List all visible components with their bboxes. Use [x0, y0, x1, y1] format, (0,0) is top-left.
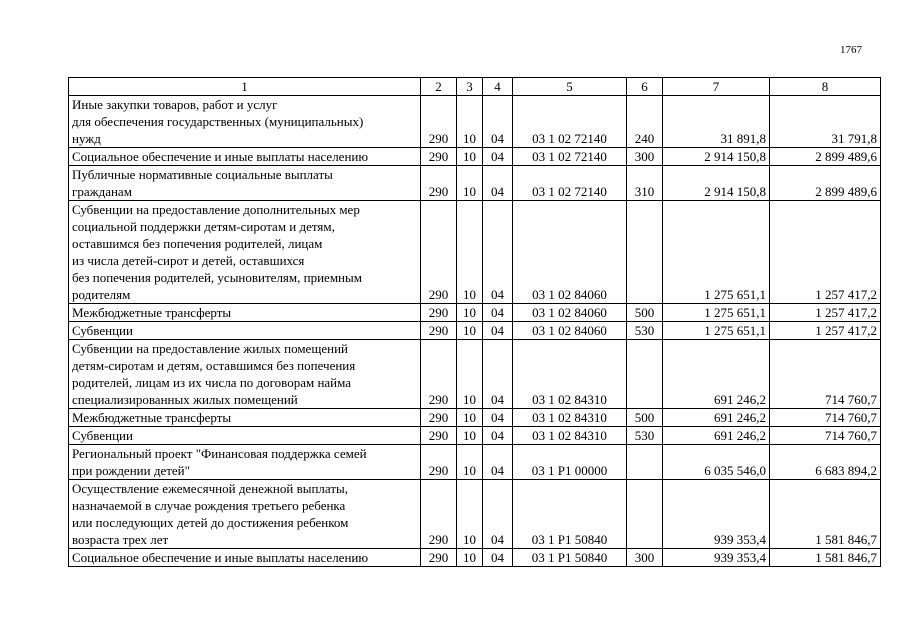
- row-target-article-cell: 03 1 02 84310: [513, 427, 627, 445]
- row-name-cell: Региональный проект "Финансовая поддержка семей при рождении детей": [69, 445, 421, 480]
- row-subsection-cell: 04: [483, 148, 513, 166]
- row-subsection-cell: 04: [483, 96, 513, 148]
- row-subsection-cell: 04: [483, 304, 513, 322]
- row-name-cell: Осуществление ежемесячной денежной выплаты, назначаемой в случае рождения третьего ребенка или последующих детей до достижения ребенком возраста трех лет: [69, 480, 421, 549]
- row-code-cell: 290: [421, 304, 457, 322]
- header-cell: 8: [770, 78, 881, 96]
- row-amount-cell: 2 914 150,8: [663, 148, 770, 166]
- row-name-cell: Социальное обеспечение и иные выплаты населению: [69, 148, 421, 166]
- header-cell: 2: [421, 78, 457, 96]
- row-subsection-cell: 04: [483, 549, 513, 567]
- row-amount-cell: 691 246,2: [663, 409, 770, 427]
- row-amount-cell: 1 275 651,1: [663, 322, 770, 340]
- row-name-cell: Межбюджетные трансферты: [69, 409, 421, 427]
- table-row: [69, 96, 881, 148]
- row-code-cell: 290: [421, 340, 457, 409]
- row-amount-cell: 6 035 546,0: [663, 445, 770, 480]
- row-code-cell: 290: [421, 201, 457, 304]
- row-code-cell: 290: [421, 148, 457, 166]
- row-amount-cell: 714 760,7: [770, 340, 881, 409]
- table-row: [69, 340, 881, 409]
- header-cell: 1: [69, 78, 421, 96]
- row-target-article-cell: 03 1 02 84060: [513, 201, 627, 304]
- row-section-cell: 10: [457, 549, 483, 567]
- row-subsection-cell: 04: [483, 427, 513, 445]
- table-row: [69, 480, 881, 549]
- budget-table: [68, 77, 881, 567]
- row-name-cell: Публичные нормативные социальные выплаты гражданам: [69, 166, 421, 201]
- row-amount-cell: 6 683 894,2: [770, 445, 881, 480]
- row-expense-type-cell: 240: [627, 96, 663, 148]
- row-expense-type-cell: [627, 201, 663, 304]
- row-amount-cell: 939 353,4: [663, 549, 770, 567]
- row-section-cell: 10: [457, 166, 483, 201]
- row-code-cell: 290: [421, 480, 457, 549]
- row-name-cell: Иные закупки товаров, работ и услуг для обеспечения государственных (муниципальных) нужд: [69, 96, 421, 148]
- row-section-cell: 10: [457, 427, 483, 445]
- row-amount-cell: 2 914 150,8: [663, 166, 770, 201]
- row-section-cell: 10: [457, 340, 483, 409]
- table-row: [69, 148, 881, 166]
- row-code-cell: 290: [421, 409, 457, 427]
- row-name-cell: Социальное обеспечение и иные выплаты населению: [69, 549, 421, 567]
- row-amount-cell: 31 891,8: [663, 96, 770, 148]
- row-subsection-cell: 04: [483, 340, 513, 409]
- row-code-cell: 290: [421, 445, 457, 480]
- header-row: [69, 78, 881, 96]
- row-amount-cell: 1 581 846,7: [770, 480, 881, 549]
- row-code-cell: 290: [421, 166, 457, 201]
- row-section-cell: 10: [457, 480, 483, 549]
- header-cell: 7: [663, 78, 770, 96]
- row-target-article-cell: 03 1 02 72140: [513, 96, 627, 148]
- row-amount-cell: 1 275 651,1: [663, 201, 770, 304]
- row-section-cell: 10: [457, 96, 483, 148]
- row-expense-type-cell: [627, 480, 663, 549]
- header-cell: 5: [513, 78, 627, 96]
- row-subsection-cell: 04: [483, 409, 513, 427]
- row-amount-cell: 691 246,2: [663, 427, 770, 445]
- row-amount-cell: 1 275 651,1: [663, 304, 770, 322]
- row-expense-type-cell: 300: [627, 148, 663, 166]
- table-row: [69, 409, 881, 427]
- row-amount-cell: 1 257 417,2: [770, 322, 881, 340]
- row-target-article-cell: 03 1 P1 50840: [513, 480, 627, 549]
- table-row: [69, 427, 881, 445]
- row-expense-type-cell: [627, 445, 663, 480]
- row-name-cell: Субвенции: [69, 322, 421, 340]
- row-section-cell: 10: [457, 201, 483, 304]
- table-row: [69, 166, 881, 201]
- row-target-article-cell: 03 1 02 84060: [513, 304, 627, 322]
- row-amount-cell: 2 899 489,6: [770, 148, 881, 166]
- row-target-article-cell: 03 1 02 84310: [513, 340, 627, 409]
- row-amount-cell: 691 246,2: [663, 340, 770, 409]
- row-amount-cell: 1 257 417,2: [770, 304, 881, 322]
- header-cell: 4: [483, 78, 513, 96]
- row-name-cell: Субвенции на предоставление дополнительных мер социальной поддержки детям-сиротам и детям, оставшимся без попечения родителей, лицам из числа детей-сирот и детей, оставшихся без попечения родителей, усыновителям, приемным родителям: [69, 201, 421, 304]
- row-target-article-cell: 03 1 P1 00000: [513, 445, 627, 480]
- row-amount-cell: 1 257 417,2: [770, 201, 881, 304]
- row-target-article-cell: 03 1 02 84060: [513, 322, 627, 340]
- table-row: [69, 304, 881, 322]
- row-target-article-cell: 03 1 02 72140: [513, 166, 627, 201]
- page-number: 1767: [840, 44, 862, 56]
- row-section-cell: 10: [457, 409, 483, 427]
- row-amount-cell: 714 760,7: [770, 409, 881, 427]
- table-row: [69, 445, 881, 480]
- row-code-cell: 290: [421, 96, 457, 148]
- header-cell: 6: [627, 78, 663, 96]
- row-subsection-cell: 04: [483, 445, 513, 480]
- row-expense-type-cell: 530: [627, 427, 663, 445]
- row-amount-cell: 714 760,7: [770, 427, 881, 445]
- row-target-article-cell: 03 1 02 72140: [513, 148, 627, 166]
- row-section-cell: 10: [457, 148, 483, 166]
- table-row: [69, 549, 881, 567]
- row-subsection-cell: 04: [483, 166, 513, 201]
- row-expense-type-cell: 500: [627, 409, 663, 427]
- row-code-cell: 290: [421, 549, 457, 567]
- row-subsection-cell: 04: [483, 480, 513, 549]
- row-section-cell: 10: [457, 445, 483, 480]
- row-target-article-cell: 03 1 P1 50840: [513, 549, 627, 567]
- row-amount-cell: 1 581 846,7: [770, 549, 881, 567]
- table-row: [69, 322, 881, 340]
- row-expense-type-cell: 300: [627, 549, 663, 567]
- row-expense-type-cell: 310: [627, 166, 663, 201]
- row-name-cell: Субвенции: [69, 427, 421, 445]
- row-expense-type-cell: [627, 340, 663, 409]
- row-subsection-cell: 04: [483, 322, 513, 340]
- row-expense-type-cell: 530: [627, 322, 663, 340]
- row-subsection-cell: 04: [483, 201, 513, 304]
- row-section-cell: 10: [457, 322, 483, 340]
- row-amount-cell: 939 353,4: [663, 480, 770, 549]
- header-cell: 3: [457, 78, 483, 96]
- row-name-cell: Субвенции на предоставление жилых помещений детям-сиротам и детям, оставшимся без попечения родителей, лицам из их числа по договорам найма специализированных жилых помещений: [69, 340, 421, 409]
- row-code-cell: 290: [421, 322, 457, 340]
- row-section-cell: 10: [457, 304, 483, 322]
- row-amount-cell: 31 791,8: [770, 96, 881, 148]
- row-target-article-cell: 03 1 02 84310: [513, 409, 627, 427]
- table-row: [69, 201, 881, 304]
- row-code-cell: 290: [421, 427, 457, 445]
- row-expense-type-cell: 500: [627, 304, 663, 322]
- row-amount-cell: 2 899 489,6: [770, 166, 881, 201]
- row-name-cell: Межбюджетные трансферты: [69, 304, 421, 322]
